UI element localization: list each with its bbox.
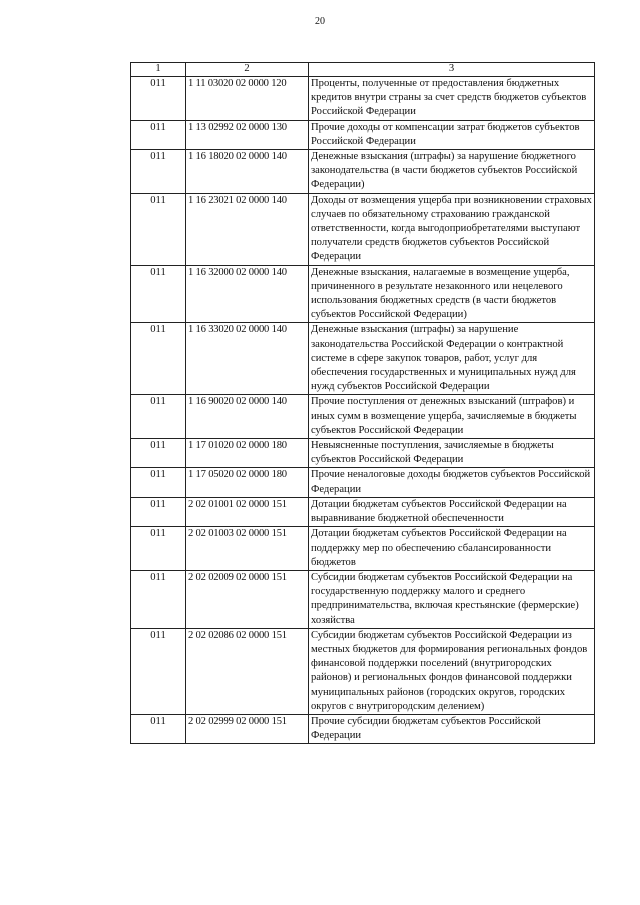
description-cell: Доходы от возмещения ущерба при возникновении страховых случаев по обязательному страхованию гражданской ответственности, когда выгодоприобретателями выступают получатели средств бюджетов субъектов Российской Федерации [309,193,595,265]
admin-code-cell: 011 [131,570,186,628]
admin-code-cell: 011 [131,628,186,714]
description-cell: Субсидии бюджетам субъектов Российской Федерации на государственную поддержку малого и среднего предпринимательства, включая крестьянские (фермерские) хозяйства [309,570,595,628]
admin-code-cell: 011 [131,77,186,121]
table-row [131,150,595,194]
admin-code-cell: 011 [131,395,186,439]
admin-code-cell: 011 [131,527,186,571]
budget-code-cell: 1 16 33020 02 0000 140 [186,323,309,395]
budget-code-cell: 2 02 01001 02 0000 151 [186,497,309,526]
table-row [131,77,595,121]
table-header-row [131,63,595,77]
table-row [131,439,595,468]
description-cell: Прочие субсидии бюджетам субъектов Российской Федерации [309,714,595,743]
budget-code-cell: 1 16 90020 02 0000 140 [186,395,309,439]
budget-code-cell: 2 02 01003 02 0000 151 [186,527,309,571]
table-row [131,527,595,571]
column-header-1: 1 [131,63,186,77]
budget-code-cell: 2 02 02999 02 0000 151 [186,714,309,743]
admin-code-cell: 011 [131,714,186,743]
description-cell: Невыясненные поступления, зачисляемые в бюджеты субъектов Российской Федерации [309,439,595,468]
table-row [131,395,595,439]
table-row [131,628,595,714]
table-row [131,120,595,149]
table-row [131,193,595,265]
admin-code-cell: 011 [131,323,186,395]
admin-code-cell: 011 [131,497,186,526]
description-cell: Прочие доходы от компенсации затрат бюджетов субъектов Российской Федерации [309,120,595,149]
description-cell: Дотации бюджетам субъектов Российской Федерации на выравнивание бюджетной обеспеченности [309,497,595,526]
table-row [131,714,595,743]
column-header-2: 2 [186,63,309,77]
admin-code-cell: 011 [131,265,186,323]
table-row [131,323,595,395]
description-cell: Проценты, полученные от предоставления бюджетных кредитов внутри страны за счет средств бюджетов субъектов Российской Федерации [309,77,595,121]
description-cell: Дотации бюджетам субъектов Российской Федерации на поддержку мер по обеспечению сбалансированности бюджетов [309,527,595,571]
description-cell: Денежные взыскания (штрафы) за нарушение законодательства Российской Федерации о контрактной системе в сфере закупок товаров, работ, услуг для обеспечения государственных и муниципальных нужд для нужд субъектов Российской Федерации [309,323,595,395]
admin-code-cell: 011 [131,439,186,468]
page-number: 20 [315,16,325,27]
budget-code-table [130,62,595,744]
description-cell: Субсидии бюджетам субъектов Российской Федерации из местных бюджетов для формирования региональных фондов финансовой поддержки поселений (внутригородских районов) и региональных фондов финансовой поддержки муниципальных районов (городских округов, городских округов с внутригородским делением) [309,628,595,714]
budget-code-cell: 1 17 05020 02 0000 180 [186,468,309,497]
table-row [131,468,595,497]
admin-code-cell: 011 [131,120,186,149]
budget-code-cell: 1 16 18020 02 0000 140 [186,150,309,194]
description-cell: Денежные взыскания (штрафы) за нарушение бюджетного законодательства (в части бюджетов субъектов Российской Федерации) [309,150,595,194]
admin-code-cell: 011 [131,193,186,265]
column-header-3: 3 [309,63,595,77]
description-cell: Прочие поступления от денежных взысканий (штрафов) и иных сумм в возмещение ущерба, зачисляемые в бюджеты субъектов Российской Федерации [309,395,595,439]
description-cell: Прочие неналоговые доходы бюджетов субъектов Российской Федерации [309,468,595,497]
budget-code-cell: 1 16 32000 02 0000 140 [186,265,309,323]
budget-code-cell: 2 02 02086 02 0000 151 [186,628,309,714]
description-cell: Денежные взыскания, налагаемые в возмещение ущерба, причиненного в результате незаконного или нецелевого использования бюджетных средств (в части бюджетов субъектов Российской Федерации) [309,265,595,323]
budget-code-cell: 2 02 02009 02 0000 151 [186,570,309,628]
table-row [131,497,595,526]
table-row [131,570,595,628]
table-row [131,265,595,323]
budget-code-cell: 1 13 02992 02 0000 130 [186,120,309,149]
budget-code-cell: 1 17 01020 02 0000 180 [186,439,309,468]
admin-code-cell: 011 [131,150,186,194]
budget-code-cell: 1 11 03020 02 0000 120 [186,77,309,121]
budget-code-cell: 1 16 23021 02 0000 140 [186,193,309,265]
admin-code-cell: 011 [131,468,186,497]
